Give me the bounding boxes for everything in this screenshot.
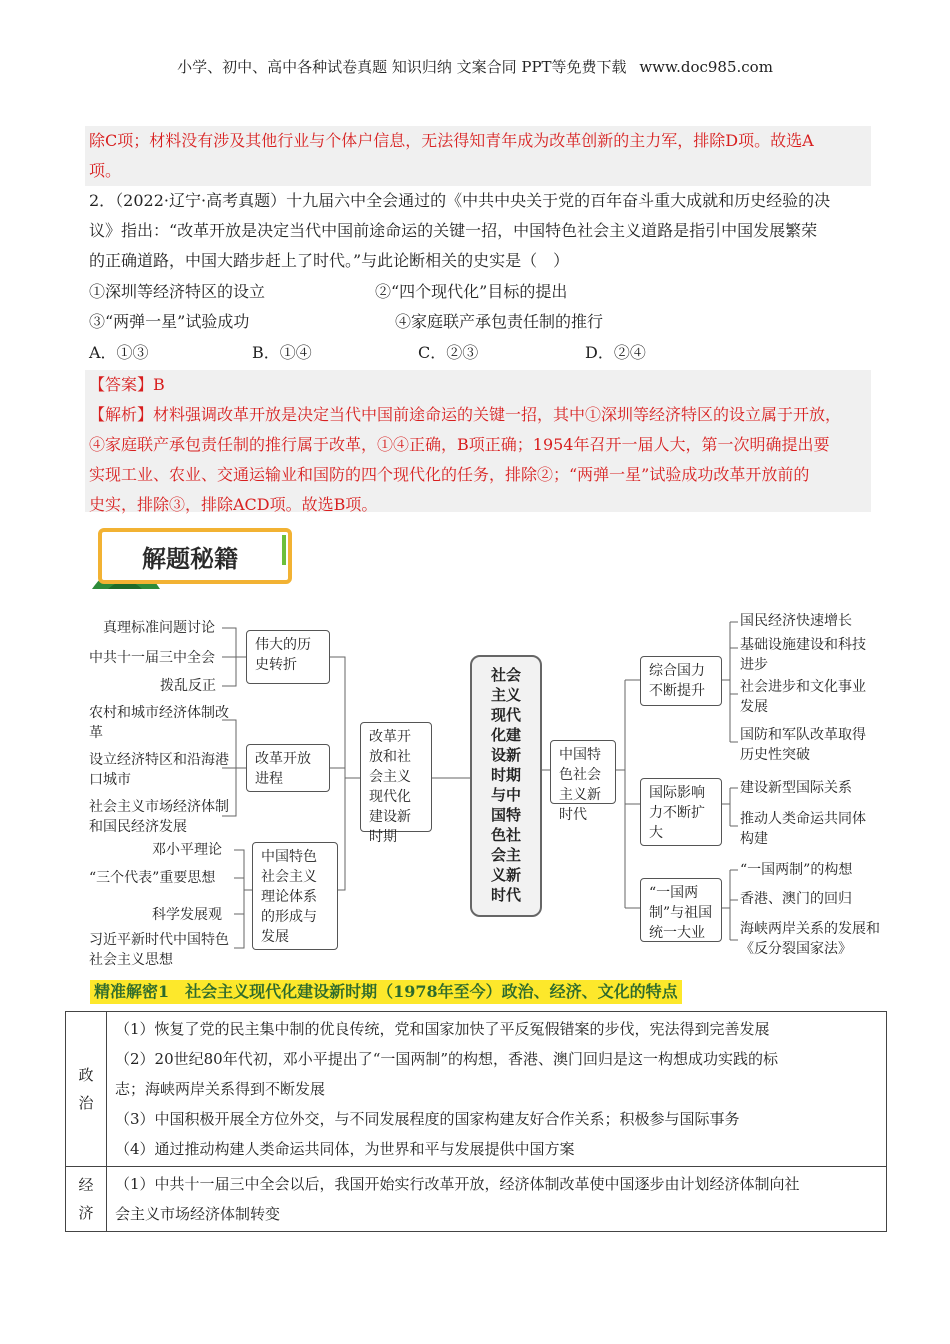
question-line3: 的正确道路，中国大踏步赶上了时代。”与此论断相关的史实是（ ）: [89, 251, 570, 270]
question-item1: ①深圳等经济特区的设立: [89, 282, 266, 301]
question-line2: 议》指出：“改革开放是决定当代中国前途命运的关键一招，中国特色社会主义道路是指引中国发展繁荣: [89, 221, 818, 240]
mindmap-right-g3-item: “一国两制”的构想: [740, 862, 853, 878]
mindmap-right-g1-item: 基础设施建设和科技进步: [740, 637, 866, 673]
economy-point: 会主义市场经济体制转变: [115, 1205, 281, 1223]
mindmap-left-g1-item: 中共十一届三中全会: [89, 650, 215, 666]
mindmap-center: 社会主义现代化建设新时期与中国特色社会主义新时代: [470, 655, 542, 917]
mindmap-left-box: 改革开放进程: [246, 744, 330, 792]
mindmap-left-g3-item: “三个代表”重要思想: [89, 870, 216, 886]
analysis-line4: 史实，排除③，排除ACD项。故选B项。: [89, 495, 378, 514]
economy-label: [66, 1167, 107, 1232]
option-b: B．①④: [252, 343, 312, 362]
question-item4: ④家庭联产承包责任制的推行: [395, 312, 604, 331]
analysis-line3: 实现工业、农业、交通运输业和国防的四个现代化的任务，排除②；“两弹一星”试验成功改革开放前的: [89, 465, 810, 484]
option-c: C．②③: [418, 343, 479, 362]
politics-label-char: 治: [78, 1094, 94, 1112]
mindmap-left-box: 伟大的历史转折: [246, 630, 330, 684]
mindmap-right-g1-item: 国防和军队改革取得历史性突破: [740, 727, 866, 763]
economy-label-char: 济: [78, 1204, 94, 1222]
option-a: A．①③: [89, 343, 149, 362]
prev-analysis-line1: 除C项；材料没有涉及其他行业与个体户信息，无法得知青年成为改革创新的主力军，排除D项。故选A: [89, 131, 814, 150]
politics-point: 志；海峡两岸关系得到不断发展: [115, 1080, 326, 1098]
answer-value: B: [153, 375, 165, 394]
analysis-line2: ④家庭联产承包责任制的推行属于改革，①④正确，B项正确；1954年召开一届人大，第一次明确提出要: [89, 435, 830, 454]
mindmap-left-g1-item: 拨乱反正: [160, 678, 216, 694]
economy-label-char: 经: [78, 1176, 94, 1194]
mindmap-left-box: 中国特色社会主义理论体系的形成与发展: [252, 842, 338, 950]
politics-point: （1）恢复了党的民主集中制的优良传统，党和国家加快了平反冤假错案的步伐，宪法得到完善发展: [115, 1020, 770, 1038]
mindmap-left-g3-item: 习近平新时代中国特色社会主义思想: [89, 932, 229, 968]
mindmap-right-box: “一国两制”与祖国统一大业: [640, 878, 722, 942]
prev-analysis-line2: 项。: [89, 161, 122, 180]
mindmap-right-mid: 中国特色社会主义新时代: [550, 740, 616, 804]
mindmap-left-g2-item: 设立经济特区和沿海港口城市: [89, 752, 229, 788]
question-line1: 2．（2022·辽宁·高考真题）十九届六中全会通过的《中共中央关于党的百年奋斗重大成就和历史经验的决: [89, 191, 831, 210]
header-slogan: 小学、初中、高中各种试卷真题 知识归纳 文案合同 PPT等免费下载: [177, 58, 627, 76]
mindmap-right-g1-item: 国民经济快速增长: [740, 613, 852, 629]
politics-point: （4）通过推动构建人类命运共同体，为世界和平与发展提供中国方案: [115, 1140, 575, 1158]
mindmap-right-g3-item: 海峡两岸关系的发展和《反分裂国家法》: [740, 921, 880, 957]
analysis-label: 【解析】: [89, 405, 154, 424]
politics-label-char: 政: [78, 1066, 94, 1084]
mindmap-right-g1-item: 社会进步和文化事业发展: [740, 679, 866, 715]
analysis-text1: 材料强调改革开放是决定当代中国前途命运的关键一招，其中①深圳等经济特区的设立属于开放，: [153, 405, 842, 424]
option-d: D．②④: [585, 343, 646, 362]
mindmap-right-box: 综合国力不断提升: [640, 656, 722, 706]
table-row: [66, 1012, 887, 1167]
mindmap-right-g2-item: 建设新型国际关系: [740, 780, 852, 796]
mindmap-left-g1-item: 真理标准问题讨论: [103, 620, 215, 636]
mindmap-right-g2-item: 推动人类命运共同体构建: [740, 811, 866, 847]
mindmap-left-g3-item: 邓小平理论: [152, 842, 222, 858]
economy-point: （1）中共十一届三中全会以后，我国开始实行改革开放，经济体制改革使中国逐步由计划经济体制向社: [115, 1175, 800, 1193]
politics-label: [66, 1012, 107, 1167]
mindmap-right-box: 国际影响力不断扩大: [640, 778, 722, 846]
mindmap-right-g3-item: 香港、澳门的回归: [740, 891, 852, 907]
header-site[interactable]: www.doc985.com: [639, 58, 773, 76]
question-item3: ③“两弹一星”试验成功: [89, 312, 250, 331]
politics-point: （2）20世纪80年代初，邓小平提出了“一国两制”的构想，香港、澳门回归是这一构想成功实践的标: [115, 1050, 779, 1068]
answer-label: 【答案】: [89, 375, 154, 394]
politics-point: （3）中国积极开展全方位外交，与不同发展程度的国家构建友好合作关系；积极参与国际事务: [115, 1110, 740, 1128]
secret-title: 精准解密1 社会主义现代化建设新时期（1978年至今）政治、经济、文化的特点: [90, 980, 682, 1004]
mindmap-left-g3-item: 科学发展观: [152, 907, 222, 923]
tips-badge-title: 解题秘籍: [142, 545, 238, 573]
mindmap-left-g2-item: 农村和城市经济体制改革: [89, 705, 229, 741]
table-row: [66, 1167, 887, 1232]
mindmap-left-mid: 改革开放和社会主义现代化建设新时期: [360, 722, 432, 832]
economy-content: [107, 1167, 887, 1232]
mindmap-left-g2-item: 社会主义市场经济体制和国民经济发展: [89, 799, 229, 835]
question-item2: ②“四个现代化”目标的提出: [375, 282, 568, 301]
features-table: [65, 1011, 887, 1232]
politics-content: [107, 1012, 887, 1167]
